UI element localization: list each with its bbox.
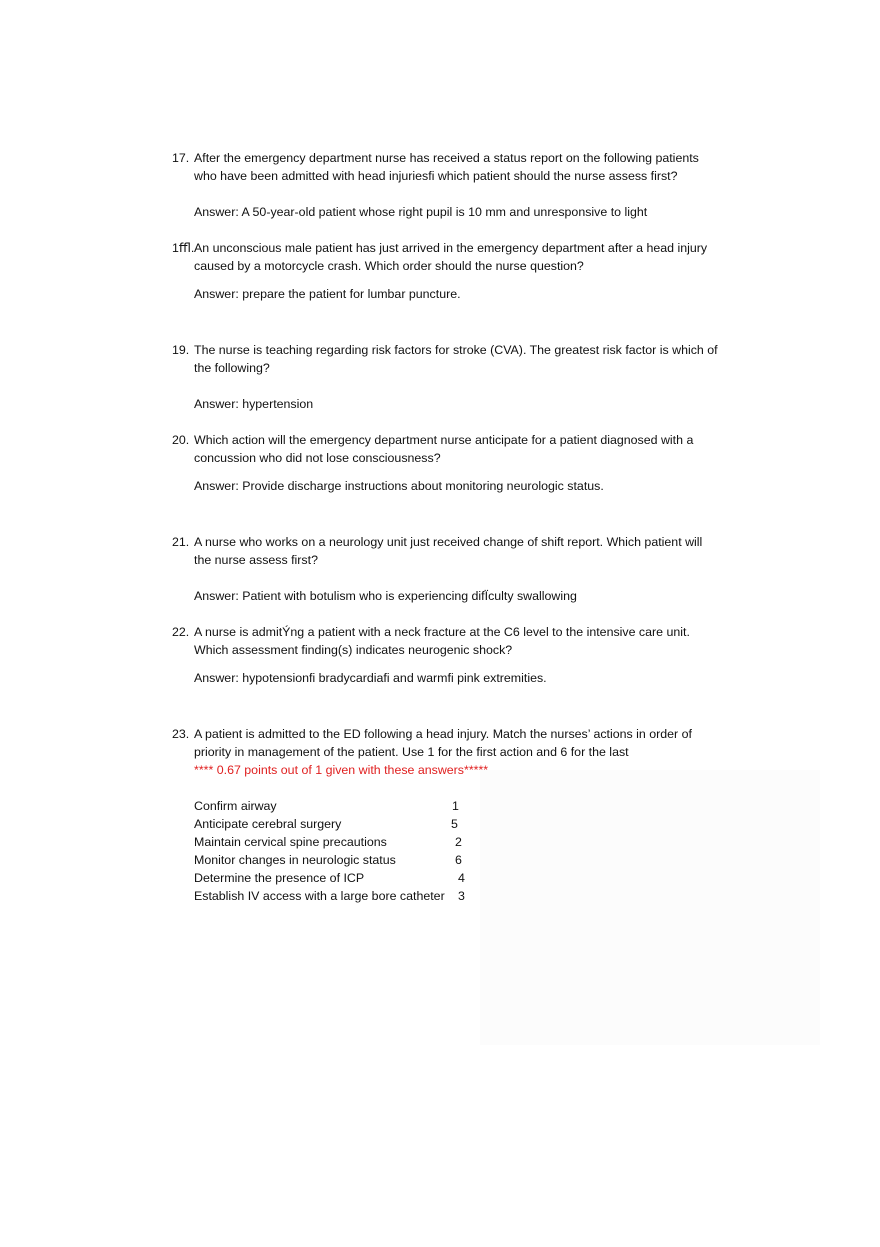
matching-order: 5 [451, 817, 458, 831]
question-number: 21. [172, 535, 190, 549]
question-text: After the emergency department nurse has received a status report on the following patients [194, 151, 699, 165]
matching-action: Monitor changes in neurologic status [194, 853, 396, 867]
question-number: 1ﬄ. [172, 241, 195, 255]
question-text: caused by a motorcycle crash. Which order should the nurse question? [194, 259, 584, 273]
question-number: 20. [172, 433, 190, 447]
matching-action: Determine the presence of ICP [194, 871, 365, 885]
question-text: A nurse who works on a neurology unit just received change of shift report. Which patient will [194, 535, 703, 549]
question-number: 23. [172, 727, 190, 741]
question-text: Which assessment finding(s) indicates neurogenic shock? [194, 643, 513, 657]
question-text: A nurse is admitÝng a patient with a neck fracture at the C6 level to the intensive care unit. [194, 625, 690, 639]
matching-order: 1 [452, 799, 459, 813]
question-text: priority in management of the patient. Use 1 for the first action and 6 for the last [194, 745, 629, 759]
matching-action: Maintain cervical spine precautions [194, 835, 387, 849]
matching-order: 3 [458, 889, 465, 903]
answer-text: Answer: A 50-year-old patient whose right pupil is 10 mm and unresponsive to light [194, 205, 648, 219]
matching-action: Anticipate cerebral surgery [194, 817, 342, 831]
question-text: Which action will the emergency department nurse anticipate for a patient diagnosed with a [194, 433, 694, 447]
question-text: The nurse is teaching regarding risk factors for stroke (CVA). The greatest risk factor is which of [194, 343, 718, 357]
answer-text: Answer: Provide discharge instructions about monitoring neurologic status. [194, 479, 604, 493]
answer-text: Answer: hypotensionﬁ bradycardiaﬁ and warmﬁ pink extremities. [194, 671, 547, 685]
question-text: who have been admitted with head injuriesﬁ which patient should the nurse assess first? [194, 169, 678, 183]
question-text: the nurse assess first? [194, 553, 318, 567]
answer-text: Answer: prepare the patient for lumbar puncture. [194, 287, 461, 301]
question-number: 22. [172, 625, 190, 639]
question-text: concussion who did not lose consciousness? [194, 451, 441, 465]
matching-action: Confirm airway [194, 799, 277, 813]
question-text: A patient is admitted to the ED following a head injury. Match the nurses’ actions in order of [194, 727, 692, 741]
answer-text: Answer: hypertension [194, 397, 314, 411]
matching-order: 6 [455, 853, 462, 867]
score-note: **** 0.67 points out of 1 given with these answers***** [194, 763, 489, 777]
question-text: the following? [194, 361, 270, 375]
question-number: 17. [172, 151, 190, 165]
faint-background-box [480, 770, 820, 1045]
question-number: 19. [172, 343, 190, 357]
matching-order: 2 [455, 835, 462, 849]
matching-order: 4 [458, 871, 465, 885]
question-text: An unconscious male patient has just arrived in the emergency department after a head injury [194, 241, 708, 255]
answer-text: Answer: Patient with botulism who is experiencing difÏculty swallowing [194, 589, 577, 603]
matching-action: Establish IV access with a large bore catheter [194, 889, 445, 903]
